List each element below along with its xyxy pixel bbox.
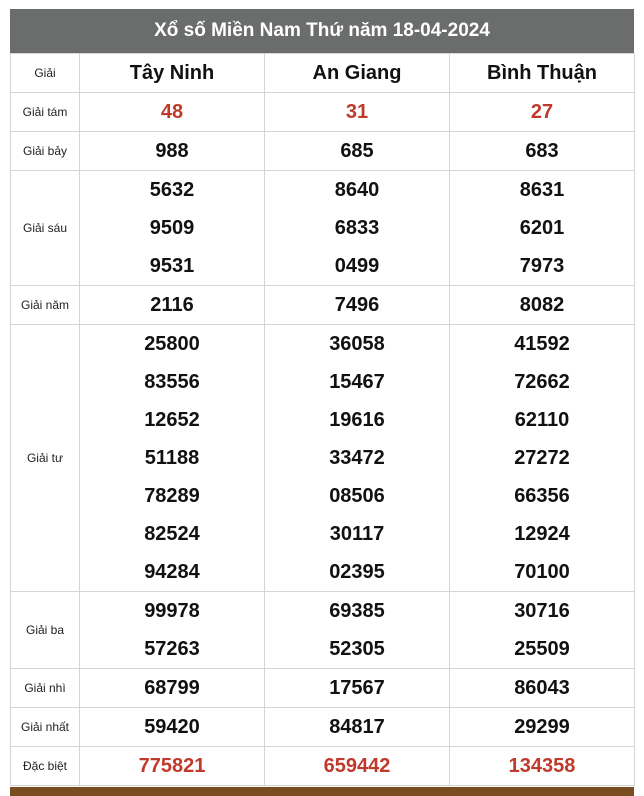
prize-number: 27272	[514, 447, 570, 469]
prize-number: 6833	[334, 217, 380, 239]
prize-number: 19616	[329, 409, 385, 431]
prize-number: 0499	[334, 255, 380, 277]
prize-label: Giải năm	[11, 286, 80, 325]
province-name: Tây Ninh	[80, 54, 265, 93]
prize-number: 775821	[138, 755, 206, 777]
footer-bar	[10, 787, 634, 796]
prize-number: 70100	[514, 561, 570, 583]
province-name: An Giang	[265, 54, 450, 93]
prize-number: 7496	[334, 294, 380, 316]
prize-cell	[80, 93, 265, 132]
prize-number: 78289	[144, 485, 200, 507]
prize-cell	[265, 286, 450, 325]
prize-number: 36058	[329, 333, 385, 355]
prize-number: 8631	[519, 179, 565, 201]
prize-number: 9531	[149, 255, 195, 277]
prize-number: 25800	[144, 333, 200, 355]
prize-cell	[450, 747, 635, 786]
prize-label: Đặc biệt	[11, 747, 80, 786]
header-row	[11, 54, 635, 93]
prize-label: Giải tư	[11, 325, 80, 592]
prize-number: 30117	[329, 523, 385, 545]
prize-cell	[265, 708, 450, 747]
prize-row	[11, 708, 635, 747]
prize-number: 68799	[144, 677, 200, 699]
prize-cell	[450, 592, 635, 669]
prize-cell	[450, 132, 635, 171]
prize-label: Giải bảy	[11, 132, 80, 171]
prize-number: 8640	[334, 179, 380, 201]
prize-number: 5632	[149, 179, 195, 201]
prize-row	[11, 132, 635, 171]
prize-number: 17567	[329, 677, 385, 699]
prize-number: 9509	[149, 217, 195, 239]
prize-number: 685	[340, 140, 374, 162]
prize-number: 27	[530, 101, 554, 123]
prize-number: 12652	[144, 409, 200, 431]
header-label: Giải	[11, 54, 80, 93]
prize-cell	[80, 325, 265, 592]
prize-cell	[265, 325, 450, 592]
prize-number: 59420	[144, 716, 200, 738]
prize-label: Giải ba	[11, 592, 80, 669]
prize-label: Giải tám	[11, 93, 80, 132]
prize-number: 25509	[514, 638, 570, 660]
prize-number: 33472	[329, 447, 385, 469]
prize-row	[11, 93, 635, 132]
prize-cell	[450, 93, 635, 132]
prize-cell	[450, 171, 635, 286]
prize-cell	[450, 286, 635, 325]
prize-row	[11, 592, 635, 669]
prize-cell	[450, 669, 635, 708]
prize-number: 84817	[329, 716, 385, 738]
prize-row	[11, 286, 635, 325]
prize-cell	[80, 669, 265, 708]
prize-number: 57263	[144, 638, 200, 660]
prize-number: 41592	[514, 333, 570, 355]
prize-number: 52305	[329, 638, 385, 660]
prize-number: 8082	[519, 294, 565, 316]
prize-cell	[80, 171, 265, 286]
prize-number: 83556	[144, 371, 200, 393]
prize-cell	[265, 747, 450, 786]
prize-cell	[265, 93, 450, 132]
prize-number: 683	[525, 140, 559, 162]
prize-row	[11, 325, 635, 592]
prize-row	[11, 747, 635, 786]
prize-number: 94284	[144, 561, 200, 583]
prize-cell	[450, 325, 635, 592]
results-title: Xổ số Miền Nam Thứ năm 18-04-2024	[10, 9, 634, 53]
prize-row	[11, 669, 635, 708]
prize-cell	[450, 708, 635, 747]
prize-number: 29299	[514, 716, 570, 738]
prize-cell	[265, 171, 450, 286]
prize-number: 62110	[514, 409, 570, 431]
prize-cell	[80, 286, 265, 325]
prize-number: 66356	[514, 485, 570, 507]
prize-label: Giải nhất	[11, 708, 80, 747]
prize-number: 82524	[144, 523, 200, 545]
results-table	[10, 53, 635, 786]
prize-number: 134358	[508, 755, 576, 777]
prize-label: Giải nhì	[11, 669, 80, 708]
prize-cell	[265, 132, 450, 171]
prize-row	[11, 171, 635, 286]
prize-number: 51188	[144, 447, 200, 469]
prize-number: 08506	[329, 485, 385, 507]
prize-cell	[80, 747, 265, 786]
prize-number: 31	[345, 101, 369, 123]
prize-number: 72662	[514, 371, 570, 393]
prize-label: Giải sáu	[11, 171, 80, 286]
prize-number: 99978	[144, 600, 200, 622]
prize-number: 988	[155, 140, 189, 162]
prize-number: 02395	[329, 561, 385, 583]
prize-cell	[80, 592, 265, 669]
prize-number: 7973	[519, 255, 565, 277]
lottery-results	[10, 9, 634, 786]
prize-number: 30716	[514, 600, 570, 622]
prize-number: 48	[160, 101, 184, 123]
prize-number: 12924	[514, 523, 570, 545]
province-name: Bình Thuận	[450, 54, 635, 93]
prize-number: 69385	[329, 600, 385, 622]
prize-cell	[265, 592, 450, 669]
prize-number: 2116	[150, 294, 194, 316]
prize-cell	[80, 132, 265, 171]
prize-number: 15467	[329, 371, 385, 393]
prize-number: 86043	[514, 677, 570, 699]
prize-number: 659442	[323, 755, 391, 777]
prize-number: 6201	[519, 217, 565, 239]
prize-cell	[265, 669, 450, 708]
prize-cell	[80, 708, 265, 747]
